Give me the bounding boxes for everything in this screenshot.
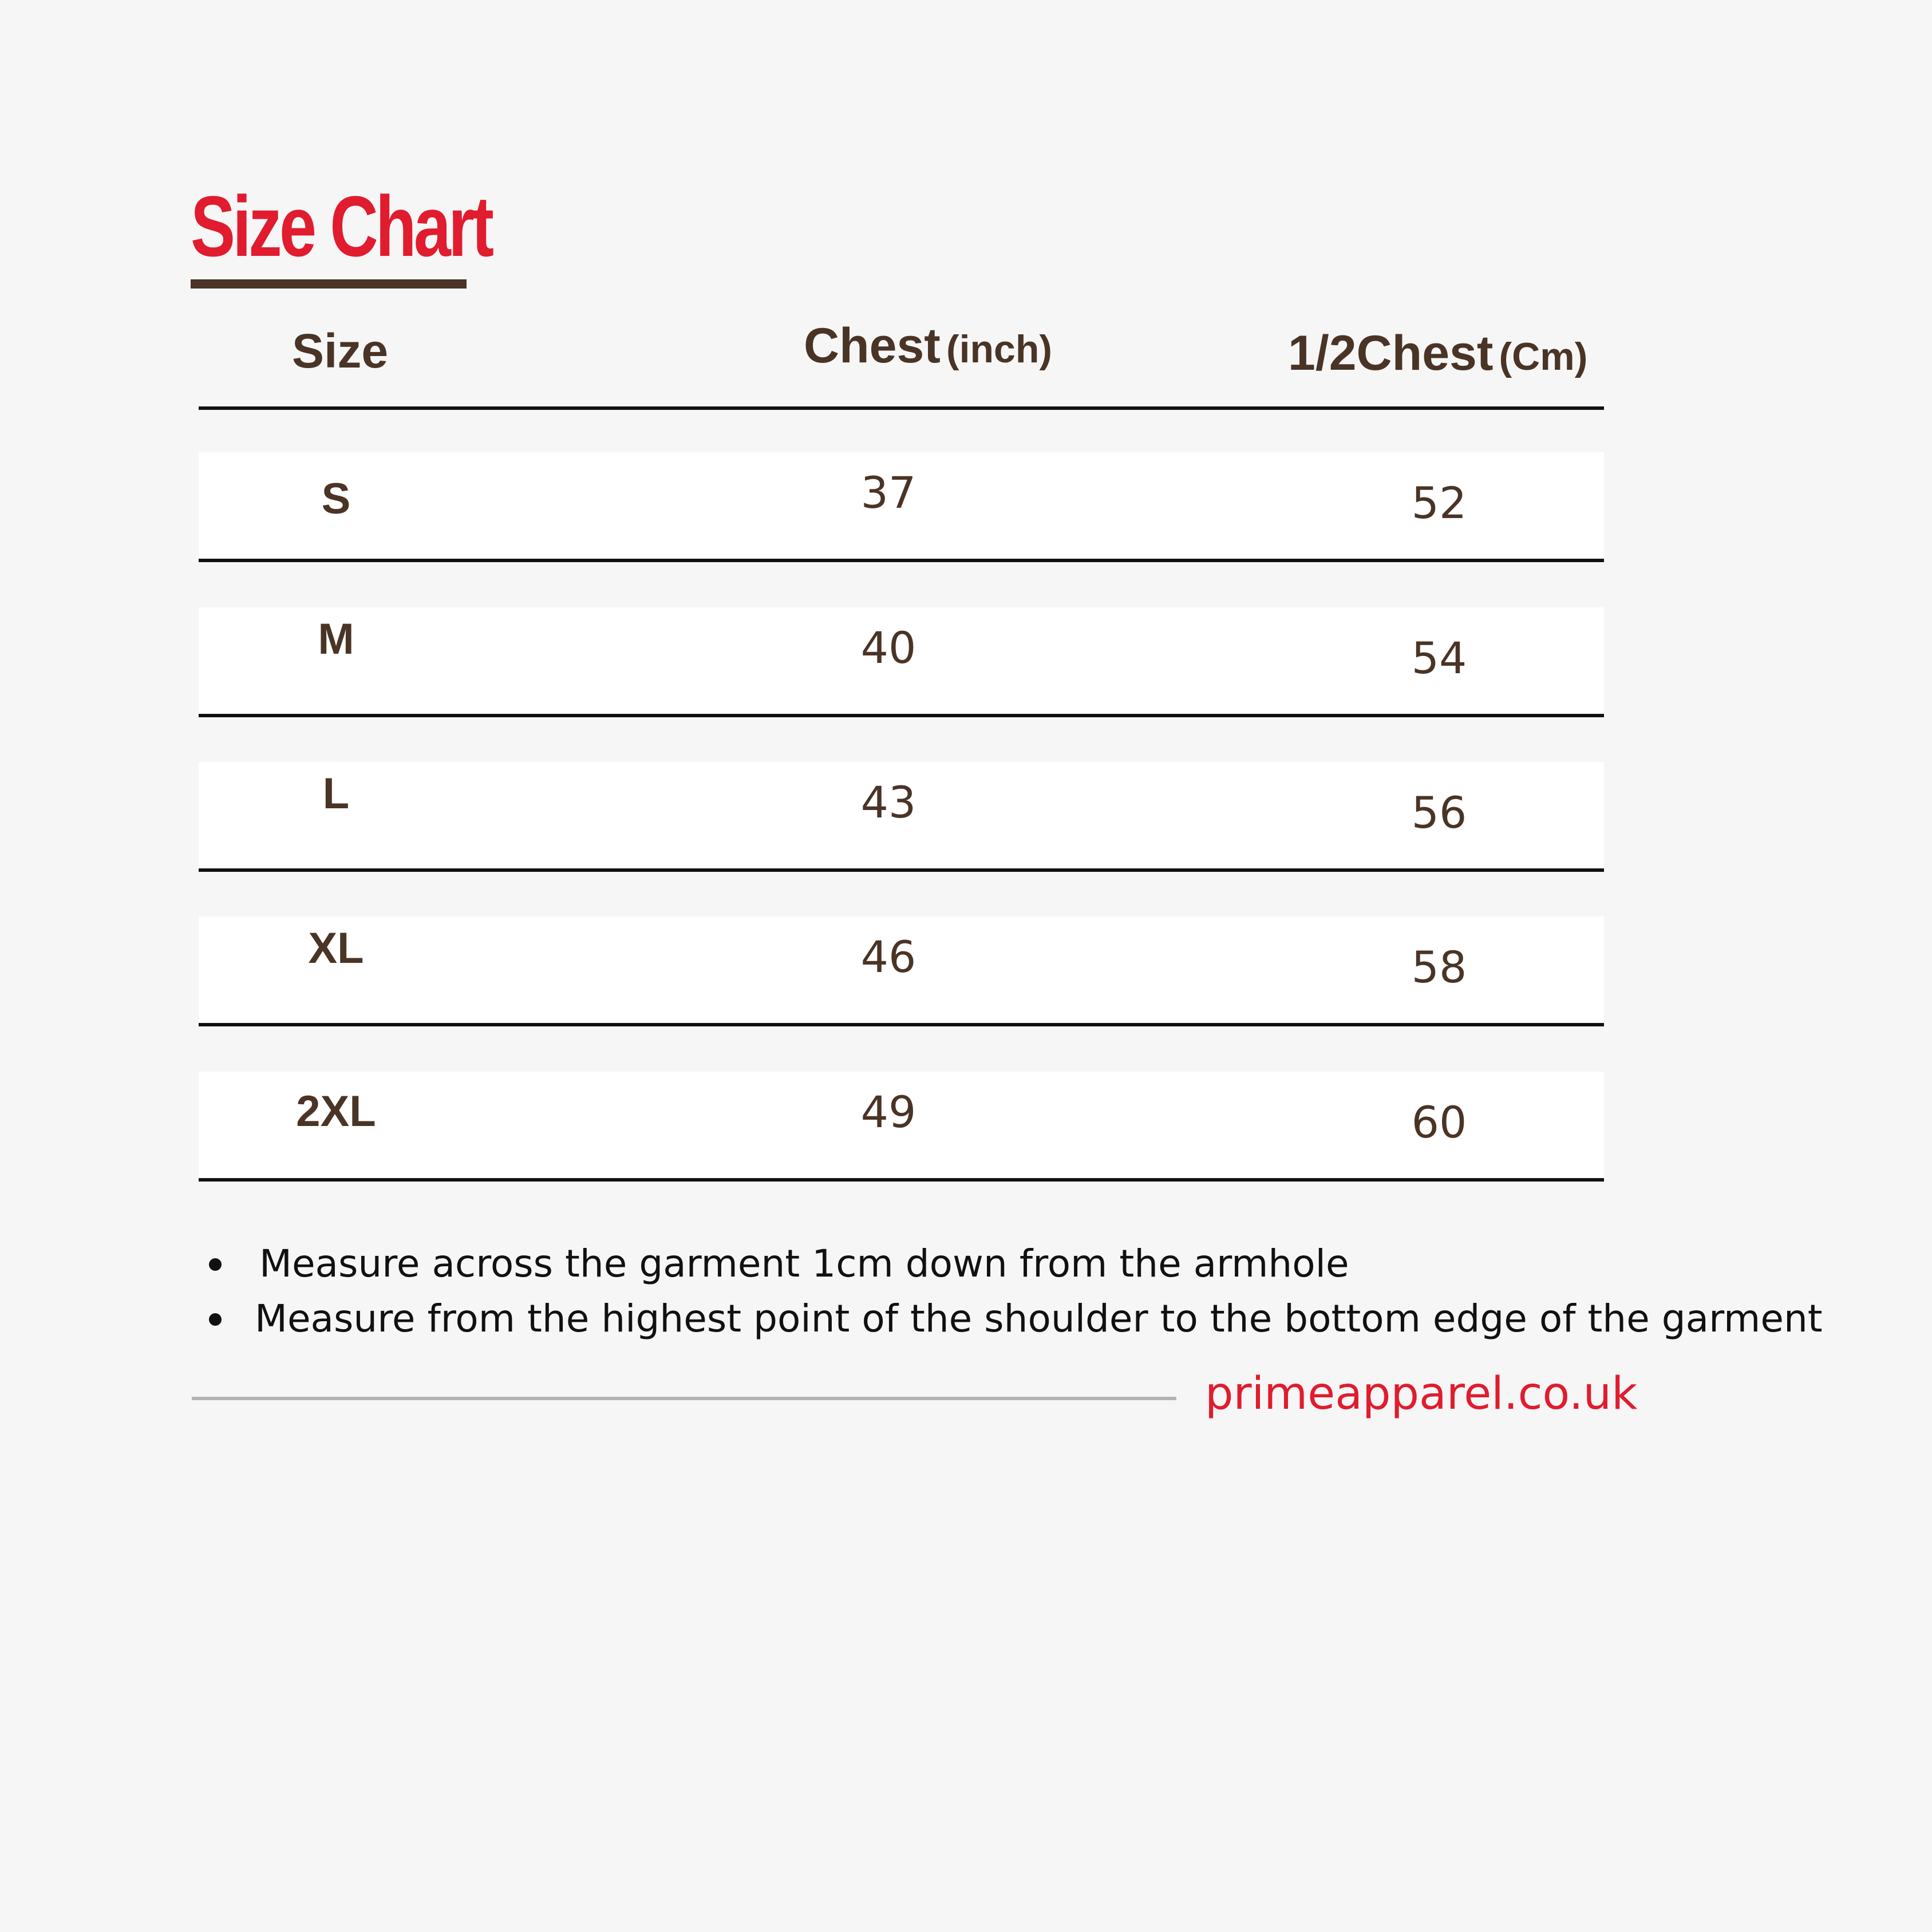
size-cell: L bbox=[322, 769, 350, 818]
chest-cell: 43 bbox=[860, 777, 916, 828]
half-chest-cell: 58 bbox=[1411, 942, 1467, 993]
table-row bbox=[199, 916, 1604, 1026]
half-chest-cell: 52 bbox=[1411, 477, 1467, 528]
website-link[interactable]: primeapparel.co.uk bbox=[1205, 1368, 1638, 1420]
size-cell: 2XL bbox=[296, 1087, 376, 1136]
header-chest-label: Chest bbox=[804, 318, 941, 373]
chest-cell: 37 bbox=[860, 467, 916, 518]
table-row bbox=[199, 762, 1604, 872]
page-title: Size Chart bbox=[191, 178, 492, 274]
table-row bbox=[199, 1072, 1604, 1182]
chest-cell: 49 bbox=[860, 1086, 916, 1137]
size-cell: XL bbox=[308, 924, 364, 973]
bullet-icon bbox=[209, 1313, 222, 1326]
header-chest bbox=[804, 318, 1052, 374]
header-half-chest-unit: (Cm) bbox=[1499, 335, 1588, 378]
size-cell: M bbox=[318, 615, 354, 663]
header-half-chest bbox=[1288, 325, 1587, 382]
bullet-icon bbox=[209, 1258, 222, 1271]
header-size: Size bbox=[292, 324, 389, 378]
chest-cell: 40 bbox=[860, 622, 916, 673]
header-divider bbox=[199, 406, 1604, 410]
header-chest-unit: (inch) bbox=[946, 327, 1053, 371]
half-chest-cell: 54 bbox=[1411, 633, 1467, 683]
footer-divider bbox=[192, 1397, 1176, 1400]
header-half-chest-label: 1/2Chest bbox=[1288, 326, 1494, 381]
note-text: Measure across the garment 1cm down from the armhole bbox=[259, 1242, 1349, 1286]
table-row bbox=[199, 452, 1604, 562]
title-underline bbox=[191, 279, 467, 289]
size-cell: S bbox=[321, 475, 351, 523]
table-row bbox=[199, 607, 1604, 717]
chest-cell: 46 bbox=[860, 931, 916, 982]
half-chest-cell: 56 bbox=[1411, 787, 1467, 838]
half-chest-cell: 60 bbox=[1411, 1097, 1467, 1148]
note-text: Measure from the highest point of the shoulder to the bottom edge of the garment bbox=[255, 1297, 1823, 1341]
